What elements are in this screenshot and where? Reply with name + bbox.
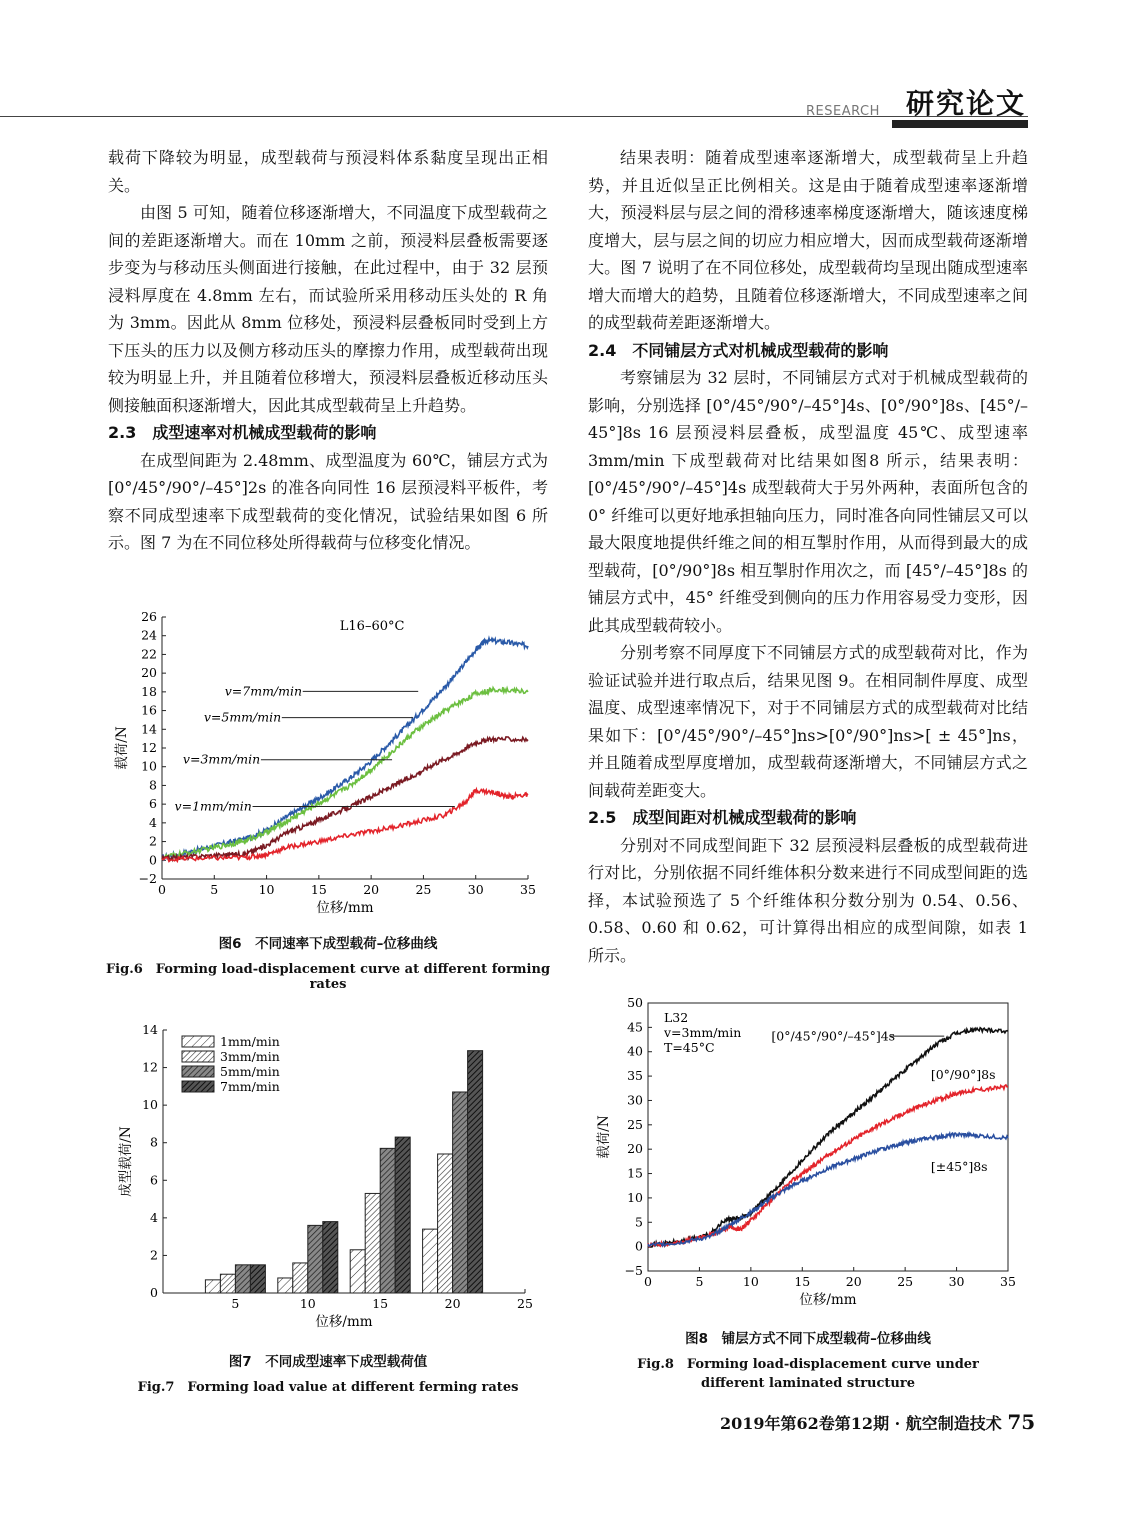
y-axis-label: 载荷/N	[114, 726, 130, 770]
page-number: 75	[1007, 1410, 1036, 1434]
bar-5mm/min-20	[453, 1092, 468, 1293]
y-tick-label: 25	[627, 1116, 643, 1132]
figure-6-caption	[88, 932, 568, 992]
y-tick-label: 22	[141, 646, 157, 662]
y-tick-label: 30	[627, 1092, 643, 1108]
y-tick-label: 12	[141, 740, 157, 755]
fig7-chart	[108, 1020, 548, 1340]
bar-5mm/min-10	[308, 1225, 323, 1293]
y-tick-label: 10	[142, 1097, 158, 1113]
figure-8	[590, 993, 1030, 1319]
y-axis-label: 成型载荷/N	[118, 1126, 134, 1197]
y-tick-label: 10	[141, 758, 157, 774]
bar-7mm/min-15	[395, 1137, 410, 1293]
paragraph: 分别考察不同厚度下不同铺层方式的成型载荷对比，作为验证试验并进行取点后，结果见图 9。在相同制件厚度、成型温度、成型速率情况下，对于不同铺层方式的成型载荷对比结果如下：[0°/45°/90°/–45°]ns>[0°/90°]ns>[ ± 45°]ns，并且随着成型厚度增加，成型载荷逐渐增大，不同铺层方式之间载荷差距变大。	[588, 643, 1028, 800]
x-tick-label: 5	[210, 882, 219, 897]
legend-label: 5mm/min	[220, 1064, 280, 1079]
paragraph: 在成型间距为 2.48mm、成型温度为 60℃，铺层方式为 [0°/45°/90°/–45°]2s 的准各向同性 16 层预浸料平板件，考察不同成型速率下成型载荷的变化情况，试验结果如图 6 所示。图 7 为在不同位移处所得载荷与位移变化情况。	[108, 450, 548, 552]
y-tick-label: 6	[149, 796, 157, 812]
paragraph: 分别对不同成型间距下 32 层预浸料层叠板的成型载荷进行对比，分别依据不同纤维体积分数来进行不同成型间距的选择，本试验预选了 5 个纤维体积分数分别为 0.54、0.56、0.58、0.60 和 0.62，可计算得出相应的成型间隙，如表 1 所示。	[588, 835, 1028, 965]
x-tick-label: 25	[517, 1296, 533, 1311]
paragraph: 载荷下降较为明显，成型载荷与预浸料体系黏度呈现出正相关。	[108, 148, 548, 195]
y-tick-label: 8	[149, 777, 157, 793]
x-tick-label: 25	[415, 882, 432, 897]
legend-swatch	[182, 1066, 214, 1077]
section-label-en: RESEARCH	[806, 104, 880, 119]
x-tick-label: 30	[948, 1274, 965, 1289]
x-tick-label: 10	[258, 882, 275, 897]
fig8-caption-cn: 图8 铺层方式不同下成型载荷–位移曲线	[685, 1331, 931, 1347]
y-tick-label: 16	[141, 702, 157, 718]
y-tick-label: 0	[149, 852, 157, 868]
paragraph: 结果表明：随着成型速率逐渐增大，成型载荷呈上升趋势，并且近似呈正比例相关。这是由于随着成型速率逐渐增大，预浸料层与层之间的滑移速率梯度逐渐增大，随该速度梯度增大，层与层之间的切应力相应增大，因而成型载荷逐渐增大。图 7 说明了在不同位移处，成型载荷均呈现出随成型速率增大而增大的趋势，且随着位移逐渐增大，不同成型速率之间的成型载荷差距逐渐增大。	[588, 148, 1028, 332]
bar-1mm/min-10	[278, 1278, 293, 1293]
bar-7mm/min-10	[323, 1222, 338, 1293]
paragraph: 由图 5 可知，随着位移逐渐增大，不同温度下成型载荷之间的差距逐渐增大。而在 10mm 之前，预浸料层叠板需要逐步变为与移动压头侧面进行接触，在此过程中，由于 32 层预浸料厚度在 4.8mm 左右，而试验所采用移动压头处的 R 角为 3mm。因此从 8mm 位移处，预浸料层叠板同时受到上方下压头的压力以及侧方移动压头的摩擦力作用，成型载荷出现较为明显上升，并且随着位移增大，预浸料层叠板近移动压头侧接触面积逐渐增大，因此其成型载荷呈上升趋势。	[108, 203, 548, 415]
y-tick-label: 18	[141, 683, 157, 699]
y-tick-label: 6	[150, 1172, 158, 1188]
fig7-caption-cn: 图7 不同成型速率下成型载荷值	[228, 1354, 428, 1370]
x-tick-label: 15	[372, 1296, 389, 1311]
series-label: v=7mm/min	[224, 683, 303, 699]
section-heading: 2.5 成型间距对机械成型载荷的影响	[588, 808, 857, 827]
y-tick-label: 35	[627, 1068, 643, 1084]
x-tick-label: 15	[310, 882, 327, 897]
y-tick-label: 4	[150, 1209, 158, 1225]
bar-1mm/min-5	[205, 1280, 220, 1293]
x-tick-label: 35	[520, 882, 536, 897]
x-tick-label: 30	[467, 882, 484, 897]
x-tick-label: 25	[897, 1274, 914, 1289]
y-tick-label: 12	[142, 1059, 158, 1075]
x-tick-label: 0	[644, 1274, 652, 1289]
y-tick-label: 45	[627, 1019, 643, 1035]
y-tick-label: 14	[142, 1022, 158, 1037]
bar-3mm/min-5	[220, 1274, 235, 1293]
x-tick-label: 15	[794, 1274, 811, 1289]
y-tick-label: 2	[150, 1247, 158, 1263]
bar-3mm/min-20	[438, 1154, 453, 1293]
figure-8-caption	[588, 1327, 1028, 1391]
fig6-chart	[108, 605, 548, 923]
series-label: [±45°]8s	[930, 1159, 988, 1175]
y-tick-label: 15	[627, 1165, 643, 1181]
fig7-caption-en: Fig.7 Forming load value at different ferming rates	[137, 1380, 519, 1395]
figure-6	[108, 605, 548, 927]
paragraph: 考察铺层为 32 层时，不同铺层方式对于机械成型载荷的影响，分别选择 [0°/45°/90°/–45°]4s、[0°/90°]8s、[45°/–45°]8s 16 层预浸料层叠板，成型温度 45℃、成型速率3mm/min 下成型载荷对比结果如图8 所示，结果表明：[0°/45°/90°/–45°]4s 成型载荷大于另外两种，表面所包含的 0° 纤维可以更好地承担轴向压力，同时准各向同性铺层又可以最大限度地提供纤维之间的相互掣肘作用，从而得到最大的成型载荷，[0°/90°]8s 相互掣肘作用次之，而 [45°/–45°]8s 的铺层方式中，45° 纤维受到侧向的压力作用容易受力变形，因此其成型载荷较小。	[588, 368, 1028, 635]
y-tick-label: 14	[141, 721, 157, 737]
x-tick-label: 10	[742, 1274, 759, 1289]
section-heading: 2.3 成型速率对机械成型载荷的影响	[108, 423, 377, 442]
bar-5mm/min-15	[380, 1148, 395, 1293]
y-tick-label: 20	[141, 665, 157, 681]
fig6-caption-cn: 图6 不同速率下成型载荷–位移曲线	[218, 936, 438, 952]
x-tick-label: 0	[158, 882, 166, 897]
legend-swatch	[182, 1036, 214, 1047]
fig8-caption-en-2: different laminated structure	[700, 1376, 915, 1391]
figure-7-caption	[108, 1350, 548, 1395]
x-tick-label: 5	[695, 1274, 704, 1289]
page-footer	[720, 1410, 1035, 1434]
y-tick-label: 0	[635, 1238, 643, 1254]
fig8-caption-en-1: Fig.8 Forming load-displacement curve under	[637, 1357, 979, 1372]
right-column	[588, 144, 1028, 969]
section-label-cn: 研究论文	[906, 87, 1027, 120]
legend-label: 3mm/min	[220, 1049, 280, 1064]
legend-label: 7mm/min	[220, 1079, 280, 1094]
series-label: v=3mm/min	[182, 751, 261, 767]
chart-title: L16–60°C	[339, 619, 405, 635]
x-axis-label: 位移/mm	[799, 1292, 857, 1308]
left-column	[108, 144, 548, 557]
y-tick-label: 5	[635, 1214, 643, 1230]
y-tick-label: −5	[624, 1263, 643, 1278]
x-axis-label: 位移/mm	[315, 1314, 373, 1330]
y-tick-label: 20	[627, 1141, 643, 1157]
y-tick-label: 26	[141, 609, 157, 624]
y-tick-label: 40	[627, 1043, 643, 1059]
y-tick-label: 50	[627, 995, 643, 1010]
fig8-chart	[590, 993, 1030, 1315]
bar-5mm/min-5	[235, 1265, 250, 1293]
bar-3mm/min-15	[365, 1193, 380, 1293]
x-tick-label: 35	[1000, 1274, 1016, 1289]
bar-3mm/min-10	[293, 1263, 308, 1293]
bar-1mm/min-20	[423, 1229, 438, 1293]
y-tick-label: 8	[150, 1134, 158, 1150]
legend-label: 1mm/min	[220, 1034, 280, 1049]
x-tick-label: 20	[845, 1274, 862, 1289]
series-label: [0°/90°]8s	[930, 1067, 996, 1083]
y-tick-label: 10	[627, 1189, 643, 1205]
legend-swatch	[182, 1051, 214, 1062]
section-heading: 2.4 不同铺层方式对机械成型载荷的影响	[588, 340, 889, 360]
y-tick-label: 0	[150, 1285, 158, 1300]
y-tick-label: 2	[149, 833, 157, 849]
figure-7	[108, 1020, 548, 1344]
series-line-[±45°]8s	[648, 1133, 1008, 1246]
y-tick-label: 4	[149, 814, 157, 830]
y-tick-label: −2	[138, 871, 157, 886]
series-line-v=7mm/min	[162, 638, 528, 859]
y-axis-label: 载荷/N	[596, 1115, 612, 1159]
x-tick-label: 20	[444, 1296, 461, 1311]
x-tick-label: 20	[363, 882, 380, 897]
bar-7mm/min-5	[250, 1265, 265, 1293]
issue-info: 2019年第62卷第12期 · 航空制造技术	[720, 1414, 1002, 1433]
legend-swatch	[182, 1081, 214, 1092]
x-tick-label: 10	[299, 1296, 316, 1311]
series-label: v=1mm/min	[174, 798, 252, 814]
x-tick-label: 5	[231, 1296, 240, 1311]
bar-1mm/min-15	[350, 1250, 365, 1293]
annotation-line: T=45°C	[664, 1040, 715, 1055]
fig6-caption-en: Fig.6 Forming load-displacement curve at different forming rates	[105, 962, 551, 992]
annotation-line: v=3mm/min	[664, 1025, 742, 1040]
series-label: [0°/45°/90°/–45°]4s	[771, 1028, 896, 1044]
x-axis-label: 位移/mm	[316, 900, 374, 916]
annotation-line: L32	[664, 1010, 689, 1025]
y-tick-label: 24	[141, 627, 157, 643]
series-label: v=5mm/min	[203, 709, 282, 725]
bar-7mm/min-20	[468, 1051, 483, 1293]
